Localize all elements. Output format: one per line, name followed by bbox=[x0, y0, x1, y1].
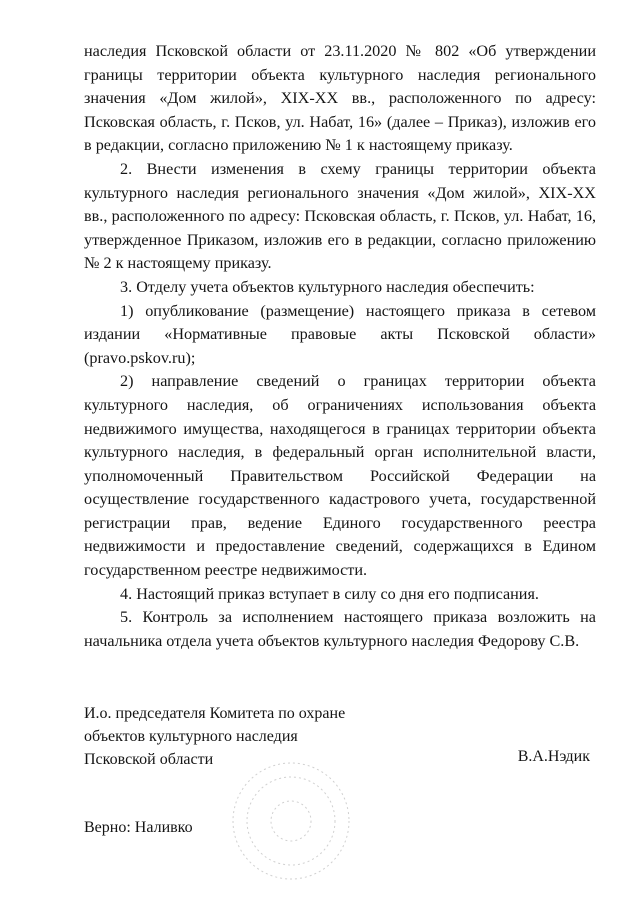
signatory-name: В.А.Нэдик bbox=[517, 748, 590, 765]
paragraph-continuation: наследия Псковской области от 23.11.2020 № 802 «Об утверждении границы территории объекта культурного наследия регионального значения «Дом жилой», XIX-XX вв., расположенного по адресу: Псковская область, г. Псков, ул. Набат, 16» (далее – Приказ), изложив его в редакции, согласно приложению № 1 к настоящему приказу. bbox=[84, 42, 596, 155]
faint-seal-stamp bbox=[226, 756, 356, 886]
paragraph-item-4: 4. Настоящий приказ вступает в силу со дня его подписания. bbox=[120, 584, 539, 603]
paragraph-subitem-2: 2) направление сведений о границах территории объекта культурного наследия, об ограничениях использования объекта недвижимого имущества, находящегося в границах территории объекта культурного наследия, в федеральный орган исполнительной власти, уполномоченный Правительством Российской Федерации на осуществление государственного кадастрового учета, государственной регистрации прав, ведение Единого государственного реестра недвижимости и предоставление сведений, содержащихся в Едином государственном реестре недвижимости. bbox=[84, 372, 596, 580]
paragraph-item-2: 2. Внести изменения в схему границы территории объекта культурного наследия регионального значения «Дом жилой», XIX-XX вв., расположенного по адресу: Псковская область, г. Псков, ул. Набат, 16, утвержденное Приказом, изложив его в редакции, согласно приложению № 2 к настоящему приказу. bbox=[84, 159, 596, 273]
paragraph-item-5: 5. Контроль за исполнением настоящего приказа возложить на начальника отдела учета объектов культурного наследия Федорову С.В. bbox=[84, 608, 596, 650]
paragraph-item-3: 3. Отделу учета объектов культурного наследия обеспечить: bbox=[120, 277, 535, 296]
paragraph-subitem-1: 1) опубликование (размещение) настоящего приказа в сетевом издании «Нормативные правовые акты Псковской области» (pravo.pskov.ru); bbox=[84, 301, 596, 367]
signature-title-line-3: Псковской области bbox=[84, 751, 214, 768]
document-body bbox=[84, 40, 596, 653]
signature-title-line-2: объектов культурного наследия bbox=[84, 728, 298, 745]
verification-note: Верно: Наливко bbox=[84, 819, 193, 836]
signature-title-line-1: И.о. председателя Комитета по охране bbox=[84, 705, 346, 722]
